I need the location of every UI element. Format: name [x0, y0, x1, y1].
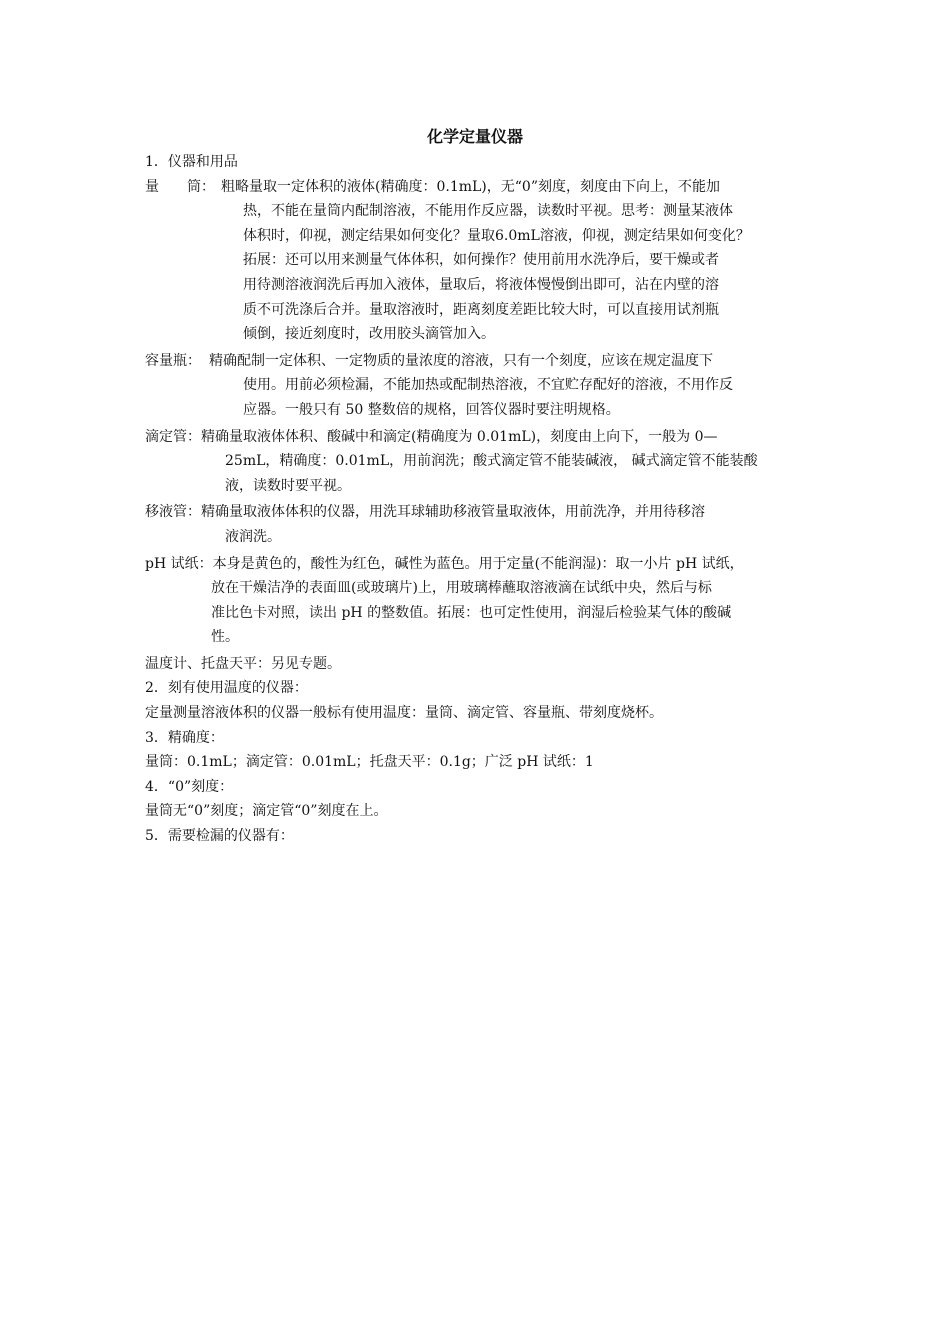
- section-heading-1: 1．仪器和用品: [145, 154, 238, 170]
- section-heading-5: 5．需要检漏的仪器有：: [145, 828, 294, 845]
- entry-term: 容量瓶：: [145, 352, 201, 369]
- section-text-3: 量筒：0.1mL；滴定管：0.01mL；托盘天平：0.1g；广泛 pH 试纸：1: [145, 754, 594, 771]
- entry-text: 拓展：还可以用来测量气体体积，如何操作？使用前用水洗净后，要干燥或者: [243, 252, 719, 269]
- entry-first-line: [145, 500, 815, 525]
- entry-text: 质不可洗涤后合并。量取溶液时，距离刻度差距比较大时，可以直接用试剂瓶: [243, 301, 719, 318]
- entry-term: 量 筒：: [145, 178, 215, 195]
- entry-first-line: [145, 349, 815, 374]
- entry-term: 移液管：: [145, 504, 201, 521]
- entry-other: 温度计、托盘天平：另见专题。: [145, 655, 341, 672]
- entry-text: 用待测溶液润洗后再加入液体，量取后，将液体慢慢倒出即可，沾在内壁的溶: [243, 276, 719, 293]
- entry-text: 精确量取液体体积、酸碱中和滴定(精确度为 0.01mL)，刻度由上向下，一般为 0—: [201, 428, 718, 445]
- page-title: 化学定量仪器: [426, 127, 523, 146]
- document-body: [145, 150, 815, 849]
- entry-text: 体积时，仰视，测定结果如何变化？量取6.0mL溶液，仰视，测定结果如何变化？: [243, 227, 750, 244]
- entry-text: 液润洗。: [225, 528, 281, 545]
- section-text-2: 定量测量溶液体积的仪器一般标有使用温度：量筒、滴定管、容量瓶、带刻度烧杯。: [145, 705, 663, 722]
- section-heading-3: 3．精确度：: [145, 729, 224, 746]
- entry-first-line: [145, 552, 815, 577]
- section-text-4: 量筒无“0”刻度；滴定管“0”刻度在上。: [145, 803, 388, 820]
- section-heading-4: 4．“0”刻度：: [145, 778, 234, 795]
- section-heading-2: 2．刻有使用温度的仪器：: [145, 680, 308, 697]
- entry-first-line: [145, 425, 815, 450]
- entry-liangtong: [145, 175, 815, 347]
- entry-text: 放在干燥洁净的表面皿(或玻璃片)上，用玻璃棒蘸取溶液滴在试纸中央，然后与标: [211, 580, 712, 597]
- entry-rongliangping: [145, 349, 815, 423]
- entry-text: 倾倒，接近刻度时，改用胶头滴管加入。: [243, 326, 495, 343]
- entry-yiyeguan: [145, 500, 815, 549]
- entry-text: 粗略量取一定体积的液体(精确度：0.1mL)，无“0”刻度，刻度由下向上，不能加: [221, 178, 720, 195]
- entry-text: 使用。用前必须检漏，不能加热或配制热溶液，不宜贮存配好的溶液，不用作反: [243, 377, 733, 394]
- entry-text: 液，读数时要平视。: [225, 477, 351, 494]
- entry-text: 热，不能在量筒内配制溶液，不能用作反应器，读数时平视。思考：测量某液体: [243, 203, 733, 220]
- entry-text: 应器。一般只有 50 整数倍的规格，回答仪器时要注明规格。: [243, 401, 620, 418]
- entry-text: 准比色卡对照，读出 pH 的整数值。拓展：也可定性使用，润湿后检验某气体的酸碱: [211, 604, 732, 621]
- entry-ph-paper: [145, 552, 815, 650]
- entry-text: 25mL，精确度：0.01mL，用前润洗；酸式滴定管不能装碱液， 碱式滴定管不能装酸: [225, 453, 758, 470]
- entry-first-line: [145, 175, 815, 200]
- entry-text: 性。: [211, 629, 239, 646]
- entry-text: 精确配制一定体积、一定物质的量浓度的溶液，只有一个刻度，应该在规定温度下: [209, 352, 713, 369]
- entry-text: 本身是黄色的，酸性为红色，碱性为蓝色。用于定量(不能润湿)：取一小片 pH 试纸，: [212, 555, 744, 572]
- entry-text: 精确量取液体体积的仪器，用洗耳球辅助移液管量取液体，用前洗净，并用待移溶: [201, 504, 705, 521]
- entry-term: 滴定管：: [145, 428, 201, 445]
- entry-didingguan: [145, 425, 815, 499]
- entry-term: pH 试纸：: [145, 555, 213, 572]
